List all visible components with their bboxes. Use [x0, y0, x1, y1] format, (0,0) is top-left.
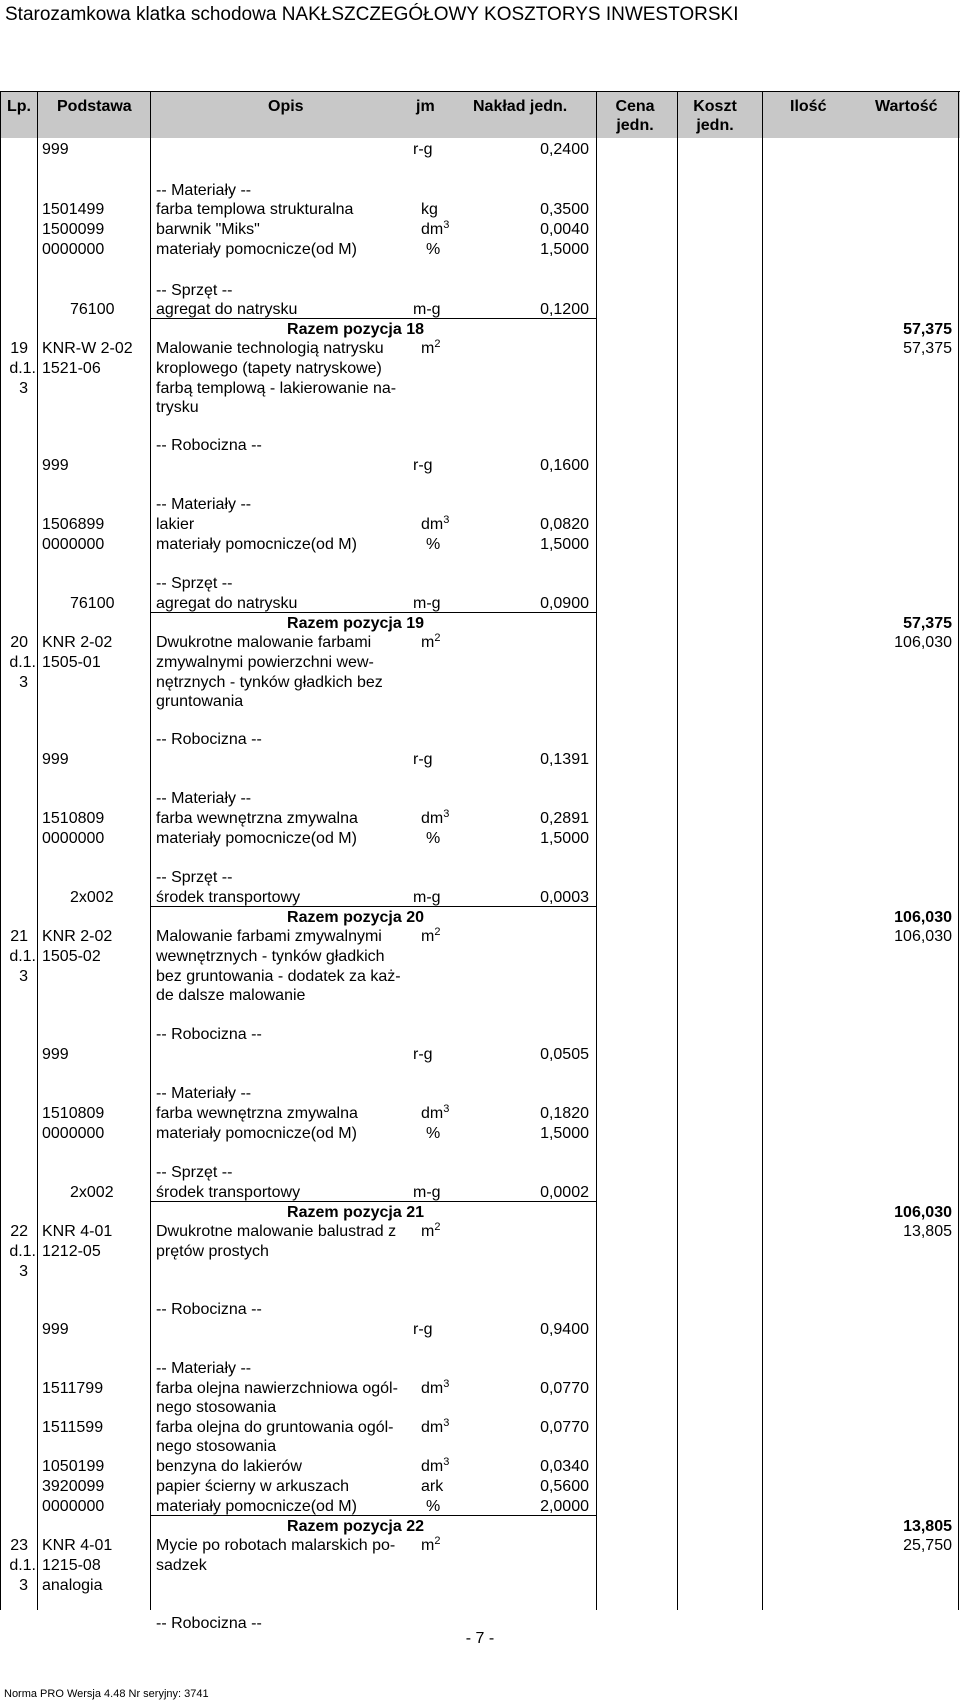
- section-total: 106,030: [894, 909, 952, 926]
- table-cell: materiały pomocnicze(od M): [156, 1125, 357, 1142]
- table-cell: Dwukrotne malowanie farbami: [156, 634, 372, 651]
- unit-superscript: 3: [443, 1456, 450, 1468]
- table-cell: $m^2$: [421, 926, 441, 945]
- table-cell: m-g: [413, 1184, 441, 1201]
- table-cell: -- Sprzęt --: [156, 1164, 233, 1181]
- grid-line: [37, 91, 38, 1610]
- table-cell: 0,0040: [540, 221, 589, 238]
- table-cell: 999: [42, 1321, 69, 1338]
- table-cell: $dm^3$: [421, 808, 450, 827]
- table-cell: d.1.: [9, 654, 36, 671]
- table-cell: materiały pomocnicze(od M): [156, 536, 357, 553]
- table-cell: 0,2891: [540, 810, 589, 827]
- table-cell: -- Robocizna --: [156, 731, 262, 748]
- table-cell: 13,805: [903, 1223, 952, 1240]
- table-cell: ark: [421, 1478, 444, 1495]
- table-cell: lakier: [156, 516, 195, 533]
- table-cell: 1,5000: [540, 536, 589, 553]
- unit-superscript: 3: [443, 219, 450, 231]
- table-cell: nętrznych - tynków gładkich bez: [156, 674, 383, 691]
- table-cell: -- Materiały --: [156, 790, 252, 807]
- table-cell: 0,2400: [540, 141, 589, 158]
- table-cell: 0,0002: [540, 1184, 589, 1201]
- grid-line: [958, 91, 959, 1610]
- table-cell: m-g: [413, 889, 441, 906]
- table-cell: 106,030: [894, 928, 952, 945]
- table-cell: kg: [421, 201, 438, 218]
- table-cell: 1212-05: [42, 1243, 101, 1260]
- table-cell: $dm^3$: [421, 219, 450, 238]
- table-cell: materiały pomocnicze(od M): [156, 241, 357, 258]
- table-cell: 19: [10, 340, 28, 357]
- table-cell: -- Sprzęt --: [156, 575, 233, 592]
- table-cell: %: [426, 536, 441, 553]
- table-cell: Malowanie technologią natrysku: [156, 340, 384, 357]
- table-cell: materiały pomocnicze(od M): [156, 1498, 357, 1515]
- table-cell: materiały pomocnicze(od M): [156, 830, 357, 847]
- table-cell: 1510809: [42, 1105, 105, 1122]
- table-cell: 2x002: [70, 889, 114, 906]
- table-cell: farba olejna nawierzchniowa ogól-: [156, 1380, 398, 1397]
- unit-superscript: 2: [434, 926, 441, 938]
- unit-superscript: 2: [434, 338, 441, 350]
- table-cell: 1500099: [42, 221, 105, 238]
- table-cell: 0,0770: [540, 1380, 589, 1397]
- table-cell: 0,1820: [540, 1105, 589, 1122]
- table-cell: $m^2$: [421, 632, 441, 651]
- table-cell: %: [426, 830, 441, 847]
- table-cell: 3: [19, 380, 28, 397]
- section-total: Razem pozycja 20: [287, 909, 424, 926]
- table-cell: 0000000: [42, 830, 105, 847]
- table-cell: nego stosowania: [156, 1438, 277, 1455]
- table-cell: 1511599: [42, 1419, 104, 1436]
- table-cell: 1,5000: [540, 241, 589, 258]
- section-total: 57,375: [903, 321, 952, 338]
- table-cell: środek transportowy: [156, 1184, 301, 1201]
- table-cell: 1511799: [42, 1380, 104, 1397]
- table-cell: -- Sprzęt --: [156, 869, 233, 886]
- unit-superscript: 3: [443, 808, 450, 820]
- unit-superscript: 3: [443, 1103, 450, 1115]
- table-cell: d.1.: [9, 1557, 36, 1574]
- software-info: Norma PRO Wersja 4.48 Nr seryjny: 3741: [4, 1688, 209, 1700]
- table-cell: barwnik "Miks": [156, 221, 260, 238]
- table-cell: 23: [10, 1537, 28, 1554]
- table-cell: 1,5000: [540, 830, 589, 847]
- table-cell: Dwukrotne malowanie balustrad z: [156, 1223, 397, 1240]
- table-cell: 3: [19, 674, 28, 691]
- table-cell: $m^2$: [421, 1535, 441, 1554]
- col-naklad: Nakład jedn.: [473, 98, 568, 115]
- table-cell: 0,0900: [540, 595, 589, 612]
- page-number: - 7 -: [465, 1630, 495, 1647]
- unit-superscript: 3: [443, 1417, 450, 1429]
- table-cell: d.1.: [9, 948, 36, 965]
- table-cell: farba olejna do gruntowania ogól-: [156, 1419, 394, 1436]
- table-cell: 0,0820: [540, 516, 589, 533]
- table-cell: trysku: [156, 399, 199, 416]
- col-cena: Cena jedn.: [615, 98, 655, 134]
- table-cell: $m^2$: [421, 1221, 441, 1240]
- table-cell: KNR 4-01: [42, 1223, 113, 1240]
- unit-superscript: 2: [434, 632, 441, 644]
- table-cell: 3: [19, 1263, 28, 1280]
- table-cell: farba wewnętrzna zmywalna: [156, 810, 358, 827]
- table-cell: wewnętrznych - tynków gładkich: [156, 948, 385, 965]
- table-cell: 1050199: [42, 1458, 105, 1475]
- table-cell: 1506899: [42, 516, 105, 533]
- table-cell: -- Robocizna --: [156, 1301, 262, 1318]
- table-cell: 0,1391: [540, 751, 589, 768]
- table-cell: 0,0505: [540, 1046, 589, 1063]
- table-cell: 25,750: [903, 1537, 952, 1554]
- table-cell: 0,0003: [540, 889, 589, 906]
- grid-line: [596, 91, 597, 1610]
- table-cell: 999: [42, 751, 69, 768]
- table-cell: 0000000: [42, 1498, 105, 1515]
- table-cell: 0,3500: [540, 201, 589, 218]
- section-total: 13,805: [903, 1518, 952, 1535]
- table-cell: $dm^3$: [421, 1103, 450, 1122]
- table-cell: 0,0340: [540, 1458, 589, 1475]
- section-total: Razem pozycja 18: [287, 321, 424, 338]
- table-cell: 1215-08: [42, 1557, 101, 1574]
- table-cell: Malowanie farbami zmywalnymi: [156, 928, 382, 945]
- table-cell: 3: [19, 968, 28, 985]
- table-cell: $dm^3$: [421, 1456, 450, 1475]
- table-cell: 1,5000: [540, 1125, 589, 1142]
- table-cell: KNR 2-02: [42, 634, 113, 651]
- table-cell: r-g: [413, 1046, 433, 1063]
- table-cell: prętów prostych: [156, 1243, 269, 1260]
- table-cell: -- Materiały --: [156, 182, 252, 199]
- table-cell: -- Robocizna --: [156, 437, 262, 454]
- table-cell: 3920099: [42, 1478, 105, 1495]
- unit-superscript: 3: [443, 514, 450, 526]
- table-cell: 3: [19, 1577, 28, 1594]
- table-cell: farbą templową - lakierowanie na-: [156, 380, 397, 397]
- unit-superscript: 2: [434, 1535, 441, 1547]
- table-cell: %: [426, 241, 441, 258]
- table-cell: r-g: [413, 141, 433, 158]
- col-jm: jm: [416, 98, 435, 115]
- table-cell: benzyna do lakierów: [156, 1458, 302, 1475]
- table-cell: 76100: [70, 595, 115, 612]
- table-cell: d.1.: [9, 1243, 36, 1260]
- table-cell: 57,375: [903, 340, 952, 357]
- grid-line: [0, 91, 1, 1610]
- table-cell: 0000000: [42, 1125, 105, 1142]
- table-cell: KNR 4-01: [42, 1537, 113, 1554]
- col-ilosc: Ilość: [790, 98, 827, 115]
- table-cell: 76100: [70, 301, 115, 318]
- table-cell: sadzek: [156, 1557, 207, 1574]
- table-cell: 1521-06: [42, 360, 101, 377]
- table-cell: agregat do natrysku: [156, 595, 298, 612]
- table-cell: %: [426, 1125, 441, 1142]
- col-lp: Lp.: [7, 98, 31, 115]
- table-cell: kroplowego (tapety natryskowe): [156, 360, 382, 377]
- unit-superscript: 2: [434, 1221, 441, 1233]
- table-cell: farba wewnętrzna zmywalna: [156, 1105, 358, 1122]
- table-cell: 2x002: [70, 1184, 114, 1201]
- col-koszt: Koszt jedn.: [693, 98, 737, 134]
- table-cell: 20: [10, 634, 28, 651]
- section-total: 106,030: [894, 1204, 952, 1221]
- table-cell: 999: [42, 141, 69, 158]
- table-cell: zmywalnymi powierzchni wew-: [156, 654, 374, 671]
- table-cell: 0,1600: [540, 457, 589, 474]
- table-cell: r-g: [413, 457, 433, 474]
- table-cell: bez gruntowania - dodatek za każ-: [156, 968, 401, 985]
- document-title: Starozamkowa klatka schodowa NAKŁSZCZEGÓŁOWY KOSZTORYS INWESTORSKI: [5, 4, 739, 25]
- section-total: Razem pozycja 21: [287, 1204, 424, 1221]
- table-cell: 0,9400: [540, 1321, 589, 1338]
- table-cell: -- Materiały --: [156, 496, 252, 513]
- table-cell: m-g: [413, 595, 441, 612]
- table-cell: 0,0770: [540, 1419, 589, 1436]
- table-cell: r-g: [413, 751, 433, 768]
- table-cell: d.1.: [9, 360, 36, 377]
- table-cell: 0,5600: [540, 1478, 589, 1495]
- table-cell: $dm^3$: [421, 514, 450, 533]
- table-cell: środek transportowy: [156, 889, 301, 906]
- table-cell: 22: [10, 1223, 28, 1240]
- table-cell: -- Materiały --: [156, 1360, 252, 1377]
- table-cell: 1510809: [42, 810, 105, 827]
- table-cell: agregat do natrysku: [156, 301, 298, 318]
- table-cell: 1505-01: [42, 654, 101, 671]
- table-top-border: [0, 91, 960, 92]
- table-cell: farba templowa strukturalna: [156, 201, 354, 218]
- table-cell: 106,030: [894, 634, 952, 651]
- table-cell: $dm^3$: [421, 1417, 450, 1436]
- table-header: [0, 92, 960, 138]
- table-cell: 0000000: [42, 536, 105, 553]
- table-cell: 2,0000: [540, 1498, 589, 1515]
- table-cell: -- Robocizna --: [156, 1615, 262, 1632]
- table-cell: 21: [10, 928, 28, 945]
- section-total: 57,375: [903, 615, 952, 632]
- table-cell: -- Materiały --: [156, 1085, 252, 1102]
- table-cell: 0000000: [42, 241, 105, 258]
- table-cell: papier ścierny w arkuszach: [156, 1478, 349, 1495]
- table-cell: $dm^3$: [421, 1378, 450, 1397]
- table-cell: gruntowania: [156, 693, 244, 710]
- table-cell: Mycie po robotach malarskich po-: [156, 1537, 396, 1554]
- grid-line: [762, 91, 763, 1610]
- table-cell: analogia: [42, 1577, 103, 1594]
- table-cell: de dalsze malowanie: [156, 987, 306, 1004]
- table-cell: -- Robocizna --: [156, 1026, 262, 1043]
- grid-line: [677, 91, 678, 1610]
- col-opis: Opis: [268, 98, 304, 115]
- table-cell: m-g: [413, 301, 441, 318]
- col-podstawa: Podstawa: [57, 98, 132, 115]
- unit-superscript: 3: [443, 1378, 450, 1390]
- table-cell: 1505-02: [42, 948, 101, 965]
- table-cell: 0,1200: [540, 301, 589, 318]
- table-cell: KNR 2-02: [42, 928, 113, 945]
- section-total: Razem pozycja 22: [287, 1518, 424, 1535]
- section-total: Razem pozycja 19: [287, 615, 424, 632]
- col-wartosc: Wartość: [875, 98, 938, 115]
- table-cell: 999: [42, 457, 69, 474]
- table-cell: 999: [42, 1046, 69, 1063]
- table-cell: 1501499: [42, 201, 105, 218]
- table-cell: -- Sprzęt --: [156, 282, 233, 299]
- table-cell: r-g: [413, 1321, 433, 1338]
- table-cell: $m^2$: [421, 338, 441, 357]
- table-cell: KNR-W 2-02: [42, 340, 133, 357]
- table-cell: nego stosowania: [156, 1399, 277, 1416]
- table-cell: %: [426, 1498, 441, 1515]
